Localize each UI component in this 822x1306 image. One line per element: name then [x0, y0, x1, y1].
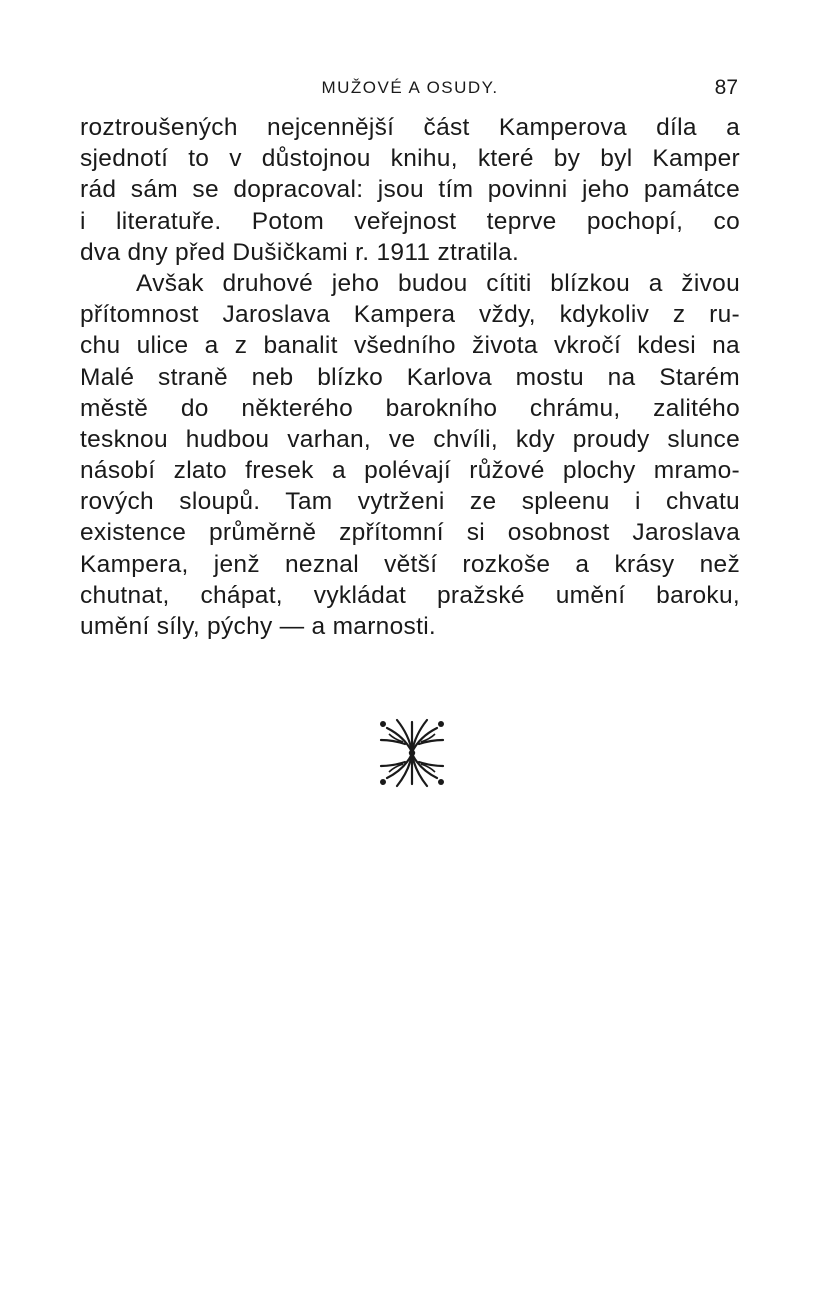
text-line: existence průměrně zpřítomní si osobnost Jaroslava: [80, 519, 740, 547]
running-head: [80, 76, 740, 102]
text-line: i literatuře. Potom veřejnost teprve pochopí, co: [80, 207, 740, 235]
paragraph-2: [80, 268, 740, 642]
text-line: chu ulice a z banalit všedního života vkročí kdesi na: [80, 332, 740, 360]
paragraph-1: [80, 112, 740, 268]
text-line: Malé straně neb blízko Karlova mostu na Starém: [80, 363, 740, 391]
text-line: Avšak druhové jeho budou cítiti blízkou a živou: [136, 269, 740, 297]
text-line: roztroušených nejcennější část Kamperova díla a: [80, 114, 740, 141]
text-line: rových sloupů. Tam vytrženi ze spleenu i chvatu: [80, 488, 740, 516]
page-number: 87: [714, 76, 738, 99]
text-line: chutnat, chápat, vykládat pražské umění baroku,: [80, 581, 740, 609]
text-line: dva dny před Dušičkami r. 1911 ztratila.: [80, 238, 520, 266]
body-text: [80, 112, 740, 642]
text-line: násobí zlato fresek a polévají růžové plochy mramo-: [80, 457, 740, 485]
text-line: umění síly, pýchy — a marnosti.: [80, 613, 437, 640]
text-line: rád sám se dopracoval: jsou tím povinni jeho památce: [80, 176, 740, 204]
text-line: městě do některého barokního chrámu, zalitého: [80, 394, 740, 422]
running-title: MUŽOVÉ A OSUDY.: [321, 78, 499, 97]
floral-ornament-icon: [377, 716, 447, 790]
text-line: sjednotí to v důstojnou knihu, které by byl Kamper: [80, 145, 740, 173]
text-line: Kampera, jenž neznal větší rozkoše a krásy než: [80, 550, 740, 578]
text-line: tesknou hudbou varhan, ve chvíli, kdy proudy slunce: [80, 425, 740, 453]
text-line: přítomnost Jaroslava Kampera vždy, kdykoliv z ru-: [80, 301, 740, 329]
